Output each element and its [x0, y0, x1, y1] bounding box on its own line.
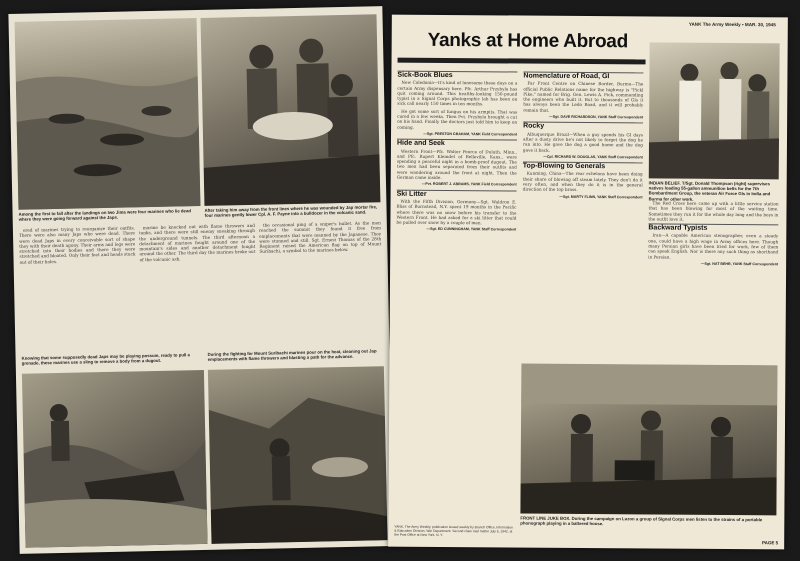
byline-ski-litter: —Sgt. ED CUNNINGHAM, YANK Staff Correspondent	[426, 227, 517, 232]
byline-nomenclature: —Sgt. DAVE RICHARDSON, YANK Staff Correspondent	[549, 114, 644, 120]
caption-wounded-marine: After taking him away from the front lines where he was wounded by Jap mortar fire, four marines gently lower Cpl. A. F. Payne into a bulldozer in the volcanic sand.	[204, 204, 378, 219]
left-col1-text: ered of marines trying to reorganize their outfits. There were also many Japs who were dead. There were dead Japs in every conceivable sort of shape they with their death agony. Their arms and legs were stretched into their bodies and there they were stretched and bloated. Only their feet and heads stuck out of their holes.	[18, 225, 136, 265]
rocky-body: Albuquerque Brazil—When a guy spends his GI days after a dusty drive he's not likely to forget the dog he ran into. He gave the dog a good home and the dog gave it back.	[522, 131, 644, 153]
page-title: Yanks at Home Abroad	[427, 29, 629, 53]
publication-footnote: YANK, The Army Weekly, publication issued weekly by Branch Office, Information & Education Division, War Department. Second class mail matter July 6, 1942, at the Post Office at New York, N. Y.	[394, 524, 513, 537]
byline-hide-and-seek: —Pvt. ROBERT J. ABRAMS, YANK Field Correspondent	[421, 182, 517, 187]
headline-sick-book-blues: Sick-Book Blues	[397, 71, 517, 79]
caption-front-line-juke-box: FRONT LINE JUKE BOX. During the campaign on Luzon a group of Signal Corps men listen to the strains of a portable phonograph playing in a battered house.	[520, 515, 763, 527]
sick-book-blues-body-1: New Caledonia—It's kind of lonesome these days on a certain Army dispensary here. Pfc. Arthur Przybyla has quit coming around. This healthy-looking 150-pound typist in a Signal Corps photographic lab has been on sick call nearly 150 times in ten months.	[397, 79, 518, 107]
right-text-col-3	[647, 200, 778, 361]
byline-sick-book-blues: —Sgt. PRESTON GRAHAM, YANK Field Correspondent	[423, 131, 518, 137]
photo-dugout	[22, 370, 208, 548]
right-page	[388, 15, 788, 550]
photo-illustration	[201, 14, 381, 206]
headline-hide-and-seek: Hide and Seek	[397, 139, 517, 147]
photo-dead-marines	[15, 18, 201, 210]
headline-top-blowing: Top-Blowing to Generals	[523, 162, 643, 170]
sick-book-blues-body-2: He got some sort of fungus on his armpits. That was cured in a few weeks. Then Pvt. Przybyla brought a cut on his hand. Finally the doctors just told him to keep on coming.	[397, 108, 518, 130]
headline-rocky: Rocky	[523, 122, 643, 130]
ski-litter-body: With the Fifth Division, Germany—Sgt. Waldron E. Bliss of Burnstead, N.Y. spent 19 months in the Pacific where there was no snow before his transfer to the Western Front. He had asked for a ski litter that could be pulled over snow by a couple of men.	[396, 198, 517, 226]
fresh-news-body: The Red Cross here came up with a little service station that has been blowing for most of the waiting time. Sometimes they run it for the whole day long and the boys in the outfit love it.	[648, 200, 779, 222]
left-text-col-1	[19, 225, 137, 347]
photo-illustration	[208, 366, 388, 544]
photo-wounded-marine	[201, 14, 381, 206]
photo-flame-throwers	[208, 366, 388, 544]
left-text-col-3	[259, 220, 383, 343]
backward-typists-body: Iran—A capable American stenographer, even a steady one, could have a high wage in Army offices here. Though many Persian girls have been tried for work, few of them can speak English. Nor is there any such thing as shorthand in Persian.	[648, 232, 779, 260]
photo-india-ammunition	[649, 42, 780, 179]
left-page	[8, 6, 393, 554]
caption-dugout: Knowing that some supposedly dead Japs may be playing possum, ready to pull a grenade, these marines use a sling to remove a body from a dugout.	[21, 352, 190, 366]
caption-dead-marines: Among the first to fall after the landings on Iwo Jima were four marines who lie dead where they were going forward against the Japs.	[18, 208, 191, 223]
byline-rocky: —Cpl. RICHARD W. DOUGLAS, YANK Staff Correspondent	[543, 154, 643, 160]
left-text-col-2	[139, 223, 257, 345]
left-col2-text: marine be knocked out with flame throwers and tanks, and there were still enemy sneaking through the underground tunnels. The third afternoon a detachment of marines fought around one of the mountain's sides and another detachment fought around the other. The third day the marines broke out of the volcanic ash.	[138, 222, 256, 263]
byline-top-blowing: —Sgt. MARTY FLINN, YANK Staff Correspondent	[559, 194, 643, 200]
right-text-col-2	[521, 70, 643, 361]
nomenclature-body: Far Front Centre on Chinese Border, Burma—The official Public Relations name for the highway is "Pickl Pike," named for Brig. Gen. Lewis A. Pick, commanding the engineers who built it. But to thousands of GIs it has always been the Ledo Road, and it will probably remain that.	[523, 80, 644, 113]
title-rule	[398, 58, 646, 65]
caption-flame-throwers: During the fighting for Mount Suribachi marines pour on the heat, cleaning out Jap emplacements with flame throwers and blasting a path for the advance.	[207, 348, 377, 363]
headline-ski-litter: Ski Litter	[397, 189, 517, 197]
headline-nomenclature: Nomenclature of Road, GI	[523, 72, 643, 80]
right-text-col-1	[394, 69, 517, 510]
photo-front-line-juke-box	[520, 364, 777, 516]
issue-header: YANK The Army Weekly • MAR. 30, 1945	[688, 21, 776, 28]
caption-india-ammunition: INDIAN BELIEF. T/Sgt. Donald Thompson (right) supervises natives loading 55-gallon ammunition belts for the 7th Bombardment Group, the veteran Air Force GIs in India and Burma for other work.	[648, 180, 771, 202]
photo-illustration	[15, 18, 201, 210]
top-blowing-body: Kunming, China—The rear echelons have been doing their share of blowing off steam lately. They don't do it very often, and when they do it is in the general direction of the top brass.	[522, 171, 643, 193]
photo-illustration	[520, 364, 777, 516]
left-col3-text: the occasional ping of a sniper's bullet. As the men reached the summit they found it free from emplacements that were manned by the Japanese. They were stunned and still. Sgt. Ernest Thomas of the 28th Regiment raised the American flag on top of Mount Suribachi, a symbol to the marines below.	[258, 220, 382, 255]
byline-backward-typists: —Sgt. NAT BEHR, YANK Staff Correspondent	[700, 261, 779, 267]
headline-backward-typists: Backward Typists	[648, 224, 778, 232]
photo-illustration	[22, 370, 208, 548]
page-number: PAGE 5	[761, 540, 779, 546]
photo-illustration	[649, 42, 780, 179]
hide-and-seek-body: Western Front—Pfc. Walter Pearce of Duluth, Minn., and Pfc. Rupert Kleindel of Belleville, Kans., were spending a peaceful night in a bomb-proof dugout. The two men had been separated from their outfits and were wandering around the front at night. Then the German came inside.	[396, 148, 517, 181]
